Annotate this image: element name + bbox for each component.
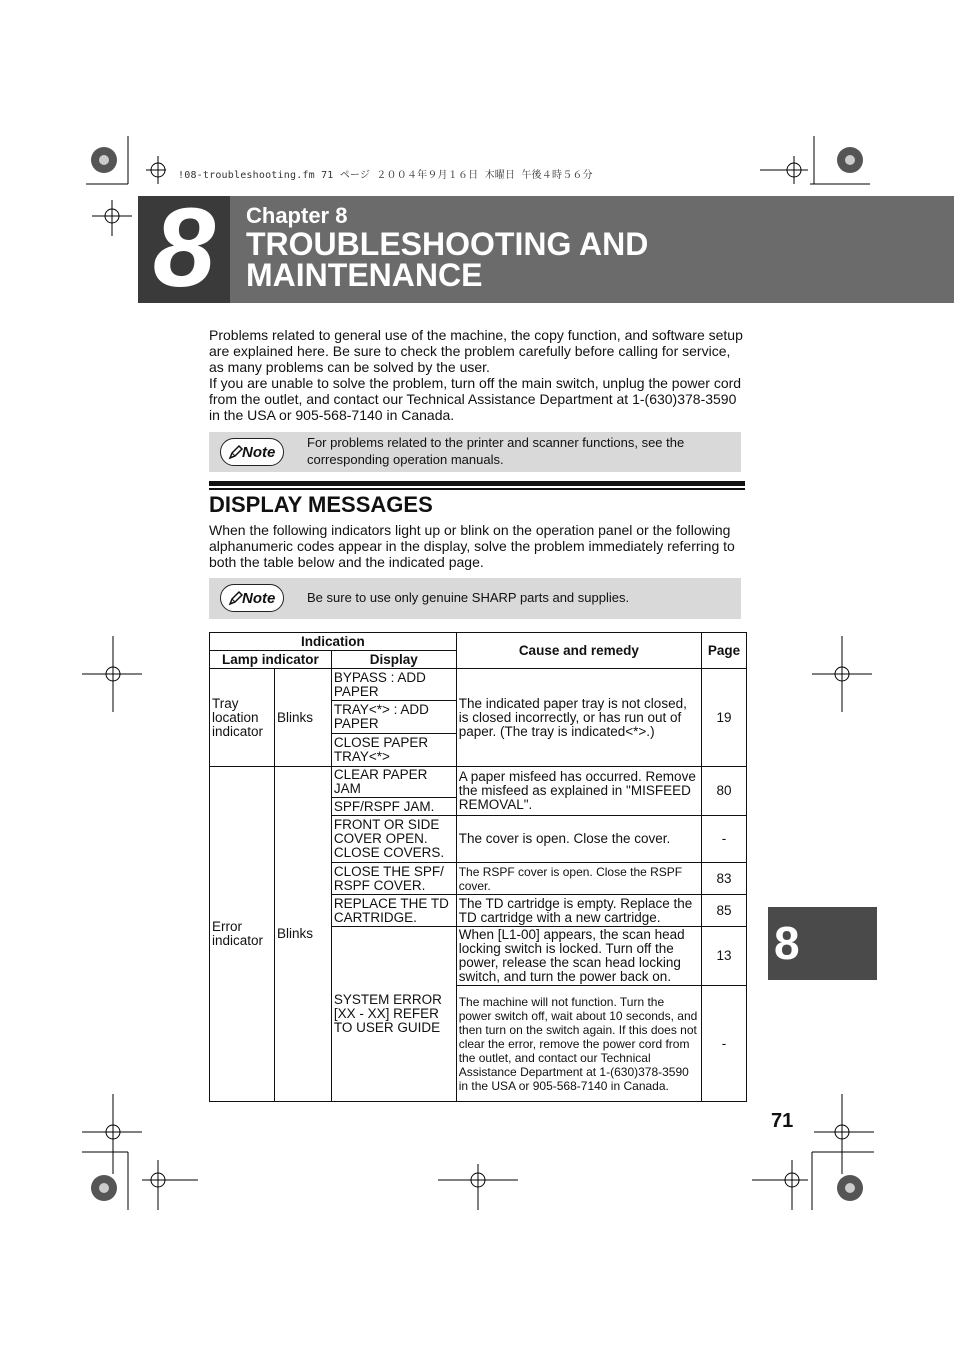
- page-number: 71: [771, 1110, 794, 1132]
- page-cell: 80: [702, 767, 747, 816]
- file-info-line: !08-troubleshooting.fm 71 ページ ２００４年９月１６日 木曜日 午後４時５６分: [178, 170, 593, 181]
- header-page: Page: [702, 633, 747, 669]
- state-cell: Blinks: [274, 767, 331, 1102]
- table-row: [210, 767, 747, 798]
- note-badge: [220, 584, 284, 612]
- side-tab-number: 8: [774, 917, 800, 969]
- note-text-1: For problems related to the printer and scanner functions, see the corresponding operation manuals.: [307, 435, 685, 467]
- note-badge-label: Note: [242, 590, 276, 607]
- cause-cell: A paper misfeed has occurred. Remove the misfeed as explained in "MISFEED REMOVAL".: [456, 767, 701, 816]
- section-title: DISPLAY MESSAGES: [209, 492, 433, 517]
- registration-mark-bottom-center: [438, 1164, 518, 1210]
- lamp-cell: Tray location indicator: [210, 669, 275, 767]
- page-cell: 85: [702, 895, 747, 927]
- chapter-number: 8: [152, 185, 216, 310]
- table-row: [210, 669, 747, 701]
- cause-cell: The indicated paper tray is not closed, is closed incorrectly, or has run out of paper. (The tray is indicated<*>.): [456, 669, 701, 767]
- state-cell: Blinks: [274, 669, 331, 767]
- display-cell: CLOSE PAPER TRAY<*>: [331, 734, 456, 767]
- header-display: Display: [331, 651, 456, 669]
- cause-cell: The cover is open. Close the cover.: [456, 816, 701, 863]
- display-cell: BYPASS : ADD PAPER: [331, 669, 456, 701]
- chapter-label: Chapter 8: [246, 203, 348, 228]
- page-cell: 19: [702, 669, 747, 767]
- display-cell: CLEAR PAPER JAM: [331, 767, 456, 798]
- display-cell: SYSTEM ERROR [XX - XX] REFER TO USER GUIDE: [331, 927, 456, 1102]
- display-cell: CLOSE THE SPF/ RSPF COVER.: [331, 863, 456, 895]
- note-badge: [220, 438, 284, 466]
- section-rule-thin: [209, 488, 745, 490]
- display-messages-table: [209, 632, 747, 1102]
- cause-cell: The machine will not function. Turn the power switch off, wait about 10 seconds, and then turn on the switch again. If this does not clear the error, remove the power cord from the outlet, and contact our Technical Assistance Department at 1-(630)378-3590 in the USA or 905-568-7140 in Canada.: [456, 986, 701, 1102]
- table-header-row: [210, 633, 747, 651]
- registration-mark-bottom-left: [82, 1094, 202, 1214]
- header-cause: Cause and remedy: [456, 633, 701, 669]
- display-cell: SPF/RSPF JAM.: [331, 798, 456, 816]
- header-indication: Indication: [210, 633, 457, 651]
- page-cell: 13: [702, 927, 747, 986]
- cause-cell: The TD cartridge is empty. Replace the TD cartridge with a new cartridge.: [456, 895, 701, 927]
- header-lamp-indicator: Lamp indicator: [210, 651, 332, 669]
- display-cell: FRONT OR SIDE COVER OPEN. CLOSE COVERS.: [331, 816, 456, 863]
- registration-mark-left-middle: [82, 636, 142, 712]
- page-cell: -: [702, 816, 747, 863]
- page-cell: 83: [702, 863, 747, 895]
- cause-cell: The RSPF cover is open. Close the RSPF cover.: [456, 863, 701, 895]
- intro-paragraph-2: If you are unable to solve the problem, turn off the main switch, unplug the power cord from the outlet, and contact our Technical Assistance Department at 1-(630)378-3590 in the USA or 905-568-7140 in Canada.: [209, 375, 742, 423]
- note-text-2: Be sure to use only genuine SHARP parts and supplies.: [307, 590, 630, 605]
- lamp-cell: Error indicator: [210, 767, 275, 1102]
- chapter-side-tab: [768, 907, 877, 980]
- cause-cell: When [L1-00] appears, the scan head locking switch is locked. Turn off the power, release the scan head locking switch, and turn the power back on.: [456, 927, 701, 986]
- page-cell: -: [702, 986, 747, 1102]
- note-box-2: [209, 578, 741, 619]
- note-box-1: [209, 432, 741, 472]
- section-rule-thick: [209, 481, 745, 486]
- chapter-title: TROUBLESHOOTING AND MAINTENANCE: [246, 226, 649, 293]
- intro-paragraph-1: Problems related to general use of the machine, the copy function, and software setup are explained here. Be sure to check the problem carefully before calling for service, as many problems can be solved by the user.: [209, 327, 743, 375]
- display-cell: REPLACE THE TD CARTRIDGE.: [331, 895, 456, 927]
- registration-mark-top-right: [760, 136, 870, 196]
- display-cell: TRAY<*> : ADD PAPER: [331, 701, 456, 734]
- note-badge-label: Note: [242, 444, 276, 461]
- registration-mark-top-left-2: [86, 200, 136, 236]
- section-text: When the following indicators light up or blink on the operation panel or the following alphanumeric codes appear in the display, solve the problem immediately referring to both the table below and the indicated page.: [209, 522, 735, 570]
- registration-mark-right-middle: [812, 636, 872, 712]
